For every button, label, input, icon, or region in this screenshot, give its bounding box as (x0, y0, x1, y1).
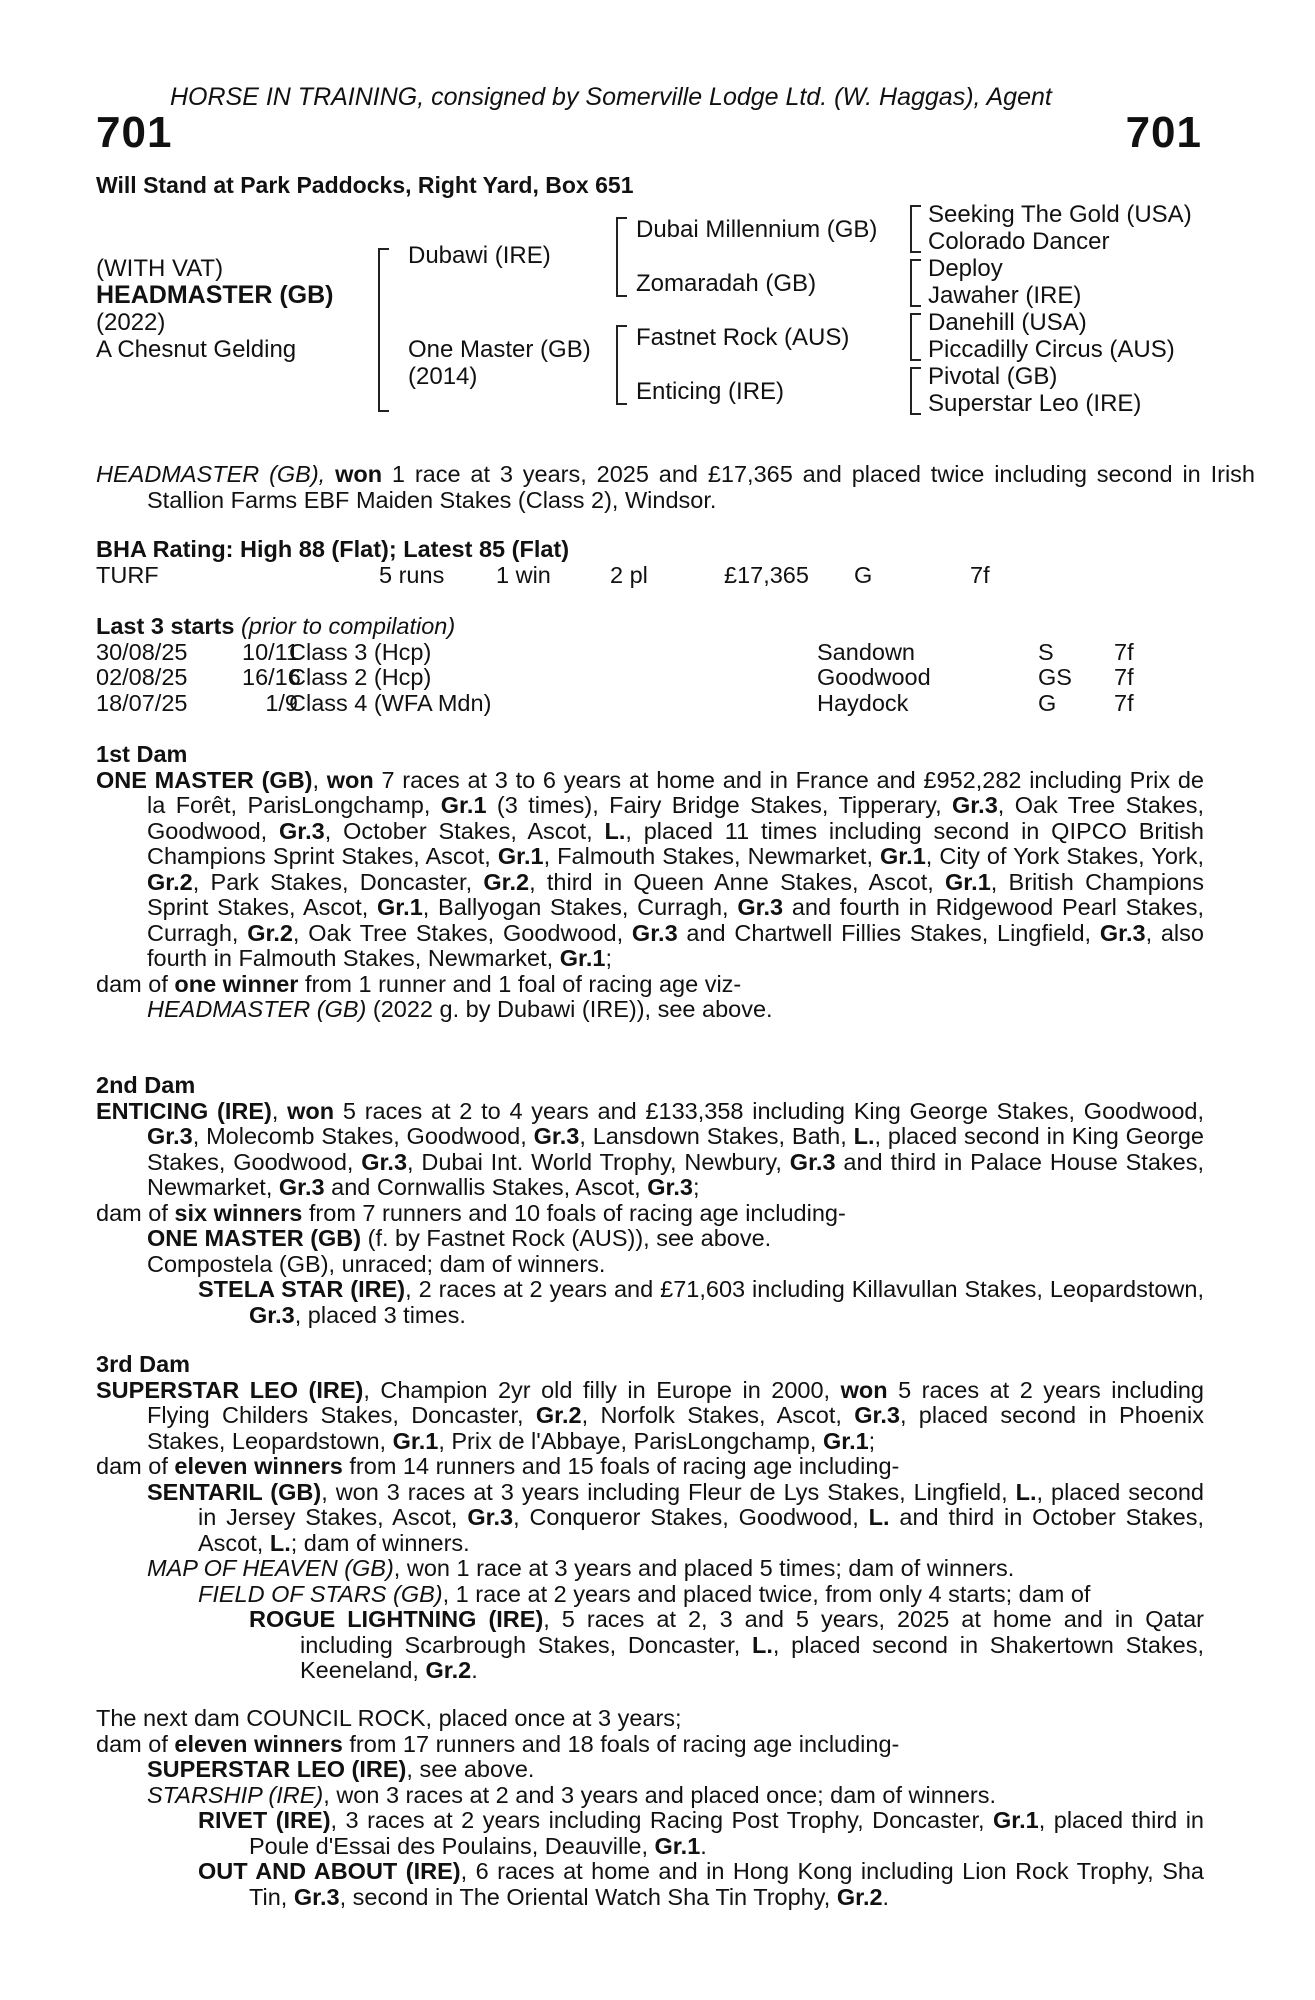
grade: Gr.1 (497, 843, 544, 869)
record-text: , placed 11 times including second in QIPCO British Champions Sprint Stakes, Ascot, (147, 817, 1204, 869)
brace-gen1 (378, 248, 389, 412)
first-dam-section (96, 742, 1204, 1023)
start-course: Sandown (817, 638, 915, 665)
last-starts-heading-line (96, 614, 1204, 640)
record-text: , City of York Stakes, York, (925, 843, 1205, 869)
rating-going: G (854, 561, 873, 588)
third-dam-section (96, 1352, 1204, 1684)
record-text: ; (605, 945, 612, 971)
grade: L. (868, 1504, 890, 1530)
record-text: ; (868, 1427, 876, 1454)
grade: Gr.2 (247, 919, 293, 946)
start-distance: 7f (1114, 689, 1134, 716)
dam-dam: Enticing (IRE) (636, 378, 785, 405)
grade: Gr.1 (392, 1427, 439, 1454)
produce-entry: Compostela (GB), unraced; dam of winners. (147, 1250, 606, 1277)
produce-text: , Conqueror Stakes, Goodwood, (513, 1504, 869, 1530)
produce-text: , 5 races at 2, 3 and 5 years, 2025 at home and in Qatar including Scarbrough Stakes, Doncaster, (300, 1606, 1204, 1658)
start-row (96, 691, 1204, 717)
produce-text: . (882, 1883, 890, 1910)
dam-of-winners: eleven winners (174, 1730, 343, 1757)
produce-text: , 3 races at 2 years including Racing Post Trophy, Doncaster, (330, 1807, 994, 1833)
start-course: Goodwood (817, 664, 931, 690)
grade: Gr.3 (737, 894, 784, 920)
produce-name: MAP OF HEAVEN (GB) (147, 1555, 394, 1581)
consignment-line: HORSE IN TRAINING, consigned by Somerville Lodge Ltd. (W. Haggas), Agent (170, 83, 1052, 111)
produce-text: , won 3 races at 2 and 3 years and placed once; dam of winners. (323, 1781, 997, 1808)
produce-entry (96, 1757, 1204, 1783)
grade: L. (853, 1123, 875, 1149)
brace-dam (616, 325, 627, 405)
rating-distance: 7f (970, 561, 990, 588)
last-starts-heading: Last 3 starts (96, 613, 235, 639)
record-text: and Chartwell Fillies Stakes, Lingfield, (677, 919, 1100, 946)
grade: Gr.1 (377, 894, 423, 920)
grade: Gr.3 (361, 1148, 408, 1175)
rating-surface: TURF (96, 561, 159, 588)
dam-of-text: dam of (96, 1730, 175, 1757)
grade: Gr.3 (631, 919, 678, 946)
record-text: , placed second in King George Stakes, Goodwood, (147, 1123, 1204, 1175)
grade: Gr.3 (249, 1301, 295, 1328)
produce-name: ONE MASTER (GB) (147, 1225, 362, 1251)
next-dam-line: The next dam COUNCIL ROCK, placed once at 3 years; (96, 1705, 682, 1731)
grade: Gr.1 (440, 792, 487, 818)
grade: Gr.1 (654, 1832, 701, 1859)
produce-name: RIVET (IRE) (198, 1807, 331, 1833)
second-dam-name: ENTICING (IRE) (96, 1097, 272, 1124)
produce-name: ROGUE LIGHTNING (IRE) (249, 1606, 544, 1632)
first-dam-heading: 1st Dam (96, 741, 188, 767)
start-going: G (1038, 689, 1057, 716)
last-starts-note: (prior to compilation) (234, 613, 456, 639)
horse-name: HEADMASTER (GB) (96, 281, 334, 309)
second-dam-heading: 2nd Dam (96, 1072, 196, 1098)
dam-of-text: from 14 runners and 15 foals of racing age including- (342, 1453, 900, 1479)
produce-entry (96, 1277, 1204, 1328)
vat-note: (WITH VAT) (96, 255, 224, 282)
horse-year: (2022) (96, 309, 166, 336)
next-dam-section (96, 1706, 1204, 1910)
record-text: , placed second in Phoenix Stakes, Leopardstown, (147, 1402, 1204, 1454)
record-text: (3 times), Fairy Bridge Stakes, Tipperary, (486, 792, 953, 818)
third-dam-record (96, 1378, 1204, 1455)
record-text: , British Champions Sprint Stakes, Ascot, (147, 868, 1204, 920)
produce-name: OUT AND ABOUT (IRE) (198, 1858, 461, 1884)
start-position: 16/16 (242, 664, 301, 690)
record-text: , Molecomb Stakes, Goodwood, (192, 1123, 534, 1149)
third-dam-produce-summary (96, 1454, 1204, 1480)
first-dam-produce (96, 997, 1204, 1023)
produce-entry (96, 1582, 1204, 1608)
start-distance: 7f (1114, 664, 1134, 690)
gen4-name: Superstar Leo (IRE) (928, 390, 1142, 417)
grade: Gr.2 (483, 868, 530, 895)
record-text: , Lansdown Stakes, Bath, (579, 1123, 854, 1149)
record-text: , Prix de l'Abbaye, ParisLongchamp, (438, 1427, 823, 1454)
grade: L. (1015, 1478, 1037, 1505)
record-text: 7 races at 3 to 6 years at home and in France and £952,282 including Prix de la Forêt, ParisLongchamp, (147, 766, 1205, 818)
grade: Gr.1 (945, 868, 991, 895)
grade: Gr.3 (647, 1174, 693, 1200)
third-dam-won: won (840, 1376, 888, 1403)
grade: Gr.2 (425, 1657, 472, 1683)
produce-text: and third in October Stakes, Ascot, (198, 1504, 1205, 1556)
produce-text: , 2 races at 2 years and £71,603 including Killavullan Stakes, Leopardstown, (405, 1276, 1204, 1302)
start-class: Class 4 (WFA Mdn) (289, 689, 492, 716)
produce-text: , see above. (406, 1756, 535, 1782)
second-dam-won: won (287, 1097, 335, 1124)
dam-of-winners: six winners (174, 1199, 303, 1226)
next-dam-produce-summary (96, 1732, 1204, 1758)
start-going: S (1038, 638, 1054, 665)
grade: Gr.2 (147, 868, 193, 895)
dam-of-text: from 1 runner and 1 foal of racing age viz- (298, 970, 742, 997)
grade: Gr.3 (952, 792, 998, 818)
produce-text: , placed third in Poule d'Essai des Poulains, Deauville, (249, 1807, 1205, 1859)
produce-text: , 6 races at home and in Hong Kong including Lion Rock Trophy, Sha Tin, (249, 1858, 1205, 1910)
produce-text: . (700, 1832, 707, 1859)
dam-of-text: dam of (96, 1199, 175, 1226)
produce-text: , second in The Oriental Watch Sha Tin Trophy, (339, 1883, 837, 1910)
horse-description: A Chesnut Gelding (96, 336, 297, 363)
grade: L. (269, 1529, 291, 1556)
third-dam-heading: 3rd Dam (96, 1351, 191, 1377)
sire: Dubawi (IRE) (408, 242, 551, 269)
record-text: , October Stakes, Ascot, (324, 817, 605, 844)
record-text: 5 races at 2 years including Flying Childers Stakes, Doncaster, (147, 1376, 1204, 1428)
record-text: ; (692, 1174, 700, 1200)
dam: One Master (GB) (408, 336, 591, 363)
location-line: Will Stand at Park Paddocks, Right Yard, Box 651 (96, 172, 634, 198)
start-row (96, 665, 1204, 691)
rating-section (96, 537, 1204, 588)
record-text: and fourth in Ridgewood Pearl Stakes, Curragh, (147, 894, 1204, 946)
rating-runs: 5 runs (379, 561, 445, 588)
gen4-name: Danehill (USA) (928, 309, 1087, 336)
dam-of-text: dam of (96, 970, 175, 997)
grade: Gr.3 (279, 817, 325, 844)
first-dam-name: ONE MASTER (GB) (96, 766, 313, 793)
horse-summary (96, 462, 1255, 513)
brace-g4-1 (910, 205, 921, 253)
start-date: 02/08/25 (96, 664, 188, 690)
rating-placed: 2 pl (610, 561, 648, 588)
produce-name: STELA STAR (IRE) (198, 1276, 406, 1302)
record-text: , Ballyogan Stakes, Curragh, (422, 894, 738, 920)
produce-entry (96, 1808, 1204, 1859)
record-text: , Dubai Int. World Trophy, Newbury, (407, 1148, 790, 1175)
produce-text: , 1 race at 2 years and placed twice, from only 4 starts; dam of (442, 1580, 1091, 1607)
produce-entry (96, 1226, 1204, 1252)
record-text: , third in Queen Anne Stakes, Ascot, (529, 868, 946, 895)
produce-entry (96, 1783, 1204, 1809)
produce-name: HEADMASTER (GB) (147, 996, 367, 1022)
gen4-name: Pivotal (GB) (928, 363, 1058, 390)
second-dam-produce-summary (96, 1201, 1204, 1227)
lot-number-left: 701 (96, 108, 173, 157)
summary-text: 1 race at 3 years, 2025 and £17,365 and placed twice including second in Irish Stallion Farms EBF Maiden Stakes (Class 2), Windsor. (147, 461, 1255, 513)
rating-wins: 1 win (496, 561, 551, 588)
grade: Gr.1 (880, 843, 926, 869)
dam-of-text: from 7 runners and 10 foals of racing age including- (302, 1199, 846, 1226)
gen4-name: Piccadilly Circus (AUS) (928, 336, 1175, 363)
grade: Gr.3 (533, 1123, 580, 1149)
rating-earnings: £17,365 (724, 561, 809, 588)
dam-of-winners: eleven winners (174, 1453, 343, 1479)
start-date: 18/07/25 (96, 689, 188, 716)
start-class: Class 3 (Hcp) (289, 638, 432, 665)
start-row (96, 640, 1204, 666)
produce-text: , placed second in Jersey Stakes, Ascot, (198, 1478, 1204, 1530)
second-dam-section (96, 1073, 1204, 1328)
third-dam-name: SUPERSTAR LEO (IRE) (96, 1376, 364, 1403)
second-dam-record: ENTICING (IRE), won 5 races at 2 to 4 years and £133,358 including King George Stakes, Goodwood, Gr.3, Molecomb Stakes, Goodwood, Gr.3, Lansdown Stakes, Bath, L., placed second in King George Stakes, Goodwood, Gr.3, Dubai Int. World Trophy, Newbury, Gr.3 and third in Palace House Stakes, Newmarket, Gr.3 and Cornwallis Stakes, Ascot, Gr.3; (96, 1097, 1205, 1200)
grade: L. (604, 817, 626, 844)
produce-text: (f. by Fastnet Rock (AUS)), see above. (361, 1225, 772, 1251)
grade: L. (752, 1631, 773, 1658)
dam-sire: Fastnet Rock (AUS) (636, 324, 850, 351)
produce-text: (2022 g. by Dubawi (IRE)), see above. (366, 996, 773, 1022)
grade: Gr.3 (854, 1402, 900, 1428)
record-text: , also fourth in Falmouth Stakes, Newmarket, (147, 919, 1204, 971)
grade: Gr.3 (147, 1123, 193, 1149)
brace-sire (616, 217, 627, 297)
grade: Gr.3 (789, 1148, 836, 1175)
grade: Gr.1 (993, 1807, 1039, 1833)
record-text: and third in Palace House Stakes, Newmarket, (147, 1148, 1205, 1200)
produce-text: , placed 3 times. (294, 1301, 466, 1328)
record-text: , Champion 2yr old filly in Europe in 2000, (363, 1376, 841, 1403)
rating-heading: BHA Rating: High 88 (Flat); Latest 85 (Flat) (96, 536, 570, 562)
pedigree-subject (96, 255, 334, 363)
produce-entry (96, 1480, 1204, 1557)
start-date: 30/08/25 (96, 638, 188, 665)
summary-horse-name: HEADMASTER (GB), (96, 461, 336, 487)
dam-of-text: from 17 runners and 18 foals of racing age including- (342, 1730, 900, 1757)
start-class: Class 2 (Hcp) (289, 664, 432, 690)
produce-name: SENTARIL (GB) (147, 1478, 322, 1505)
produce-name: SUPERSTAR LEO (IRE) (147, 1756, 407, 1782)
gen4-name: Colorado Dancer (928, 228, 1110, 255)
record-text: , Oak Tree Stakes, Goodwood, (147, 792, 1205, 844)
produce-name: STARSHIP (IRE) (147, 1781, 324, 1808)
start-course: Haydock (817, 689, 909, 716)
produce-text: ; dam of winners. (290, 1529, 470, 1556)
grade: Gr.1 (559, 945, 606, 971)
last-starts-section (96, 614, 1204, 716)
record-text: , Park Stakes, Doncaster, (192, 868, 484, 895)
grade: Gr.2 (535, 1402, 582, 1428)
record-text: 5 races at 2 to 4 years and £133,358 including King George Stakes, Goodwood, (334, 1097, 1205, 1124)
produce-entry (96, 1859, 1204, 1910)
gen4-name: Seeking The Gold (USA) (928, 201, 1192, 228)
lot-number-right: 701 (1125, 108, 1202, 157)
first-dam-produce-summary (96, 972, 1204, 998)
first-dam-record: ONE MASTER (GB), won 7 races at 3 to 6 years at home and in France and £952,282 including Prix de la Forêt, ParisLongchamp, Gr.1 (3 times), Fairy Bridge Stakes, Tipperary, Gr.3, Oak Tree Stakes, Goodwood, Gr.3, October Stakes, Ascot, L., placed 11 times including second in QIPCO British Champions Sprint Stakes, Ascot, Gr.1, Falmouth Stakes, Newmarket, Gr.1, City of York Stakes, York, Gr.2, Park Stakes, Doncaster, Gr.2, third in Queen Anne Stakes, Ascot, Gr.1, British Champions Sprint Stakes, Ascot, Gr.1, Ballyogan Stakes, Curragh, Gr.3 and fourth in Ridgewood Pearl Stakes, Curragh, Gr.2, Oak Tree Stakes, Goodwood, Gr.3 and Chartwell Fillies Stakes, Lingfield, Gr.3, also fourth in Falmouth Stakes, Newmarket, Gr.1; (96, 766, 1205, 971)
gen4-name: Jawaher (IRE) (928, 282, 1082, 309)
brace-g4-3 (910, 313, 921, 361)
brace-g4-4 (910, 367, 921, 415)
brace-g4-2 (910, 259, 921, 307)
grade: Gr.3 (467, 1504, 514, 1530)
start-position: 1/9 (265, 689, 298, 716)
grade: Gr.2 (836, 1883, 883, 1910)
grade: Gr.3 (1099, 919, 1146, 946)
grade: Gr.3 (293, 1883, 340, 1910)
record-text: and Cornwallis Stakes, Ascot, (324, 1174, 648, 1200)
produce-text: , won 1 race at 3 years and placed 5 times; dam of winners. (393, 1555, 1015, 1581)
produce-text: , placed second in Shakertown Stakes, Keeneland, (300, 1631, 1204, 1683)
start-position: 10/11 (242, 638, 300, 665)
dam-year: (2014) (408, 363, 478, 390)
first-dam-won: won (326, 766, 374, 793)
summary-won: won (335, 461, 383, 487)
produce-name: FIELD OF STARS (GB) (198, 1580, 443, 1607)
start-going: GS (1038, 664, 1072, 690)
gen4-name: Deploy (928, 255, 1003, 282)
record-text: , Norfolk Stakes, Ascot, (581, 1402, 855, 1428)
start-distance: 7f (1114, 638, 1134, 665)
record-text: , Falmouth Stakes, Newmarket, (543, 843, 881, 869)
dam-of-winners: one winner (174, 970, 299, 997)
rating-record-row (96, 563, 1204, 589)
sire-dam: Zomaradah (GB) (636, 270, 817, 297)
sire-sire: Dubai Millennium (GB) (636, 216, 878, 243)
record-text: , Oak Tree Stakes, Goodwood, (292, 919, 632, 946)
dam-of-text: dam of (96, 1453, 175, 1479)
produce-entry (96, 1556, 1204, 1582)
produce-text: , won 3 races at 3 years including Fleur de Lys Stakes, Lingfield, (321, 1478, 1016, 1505)
grade: Gr.3 (278, 1174, 325, 1200)
grade: Gr.1 (822, 1427, 869, 1454)
produce-entry (96, 1607, 1204, 1684)
produce-text: . (471, 1657, 478, 1683)
